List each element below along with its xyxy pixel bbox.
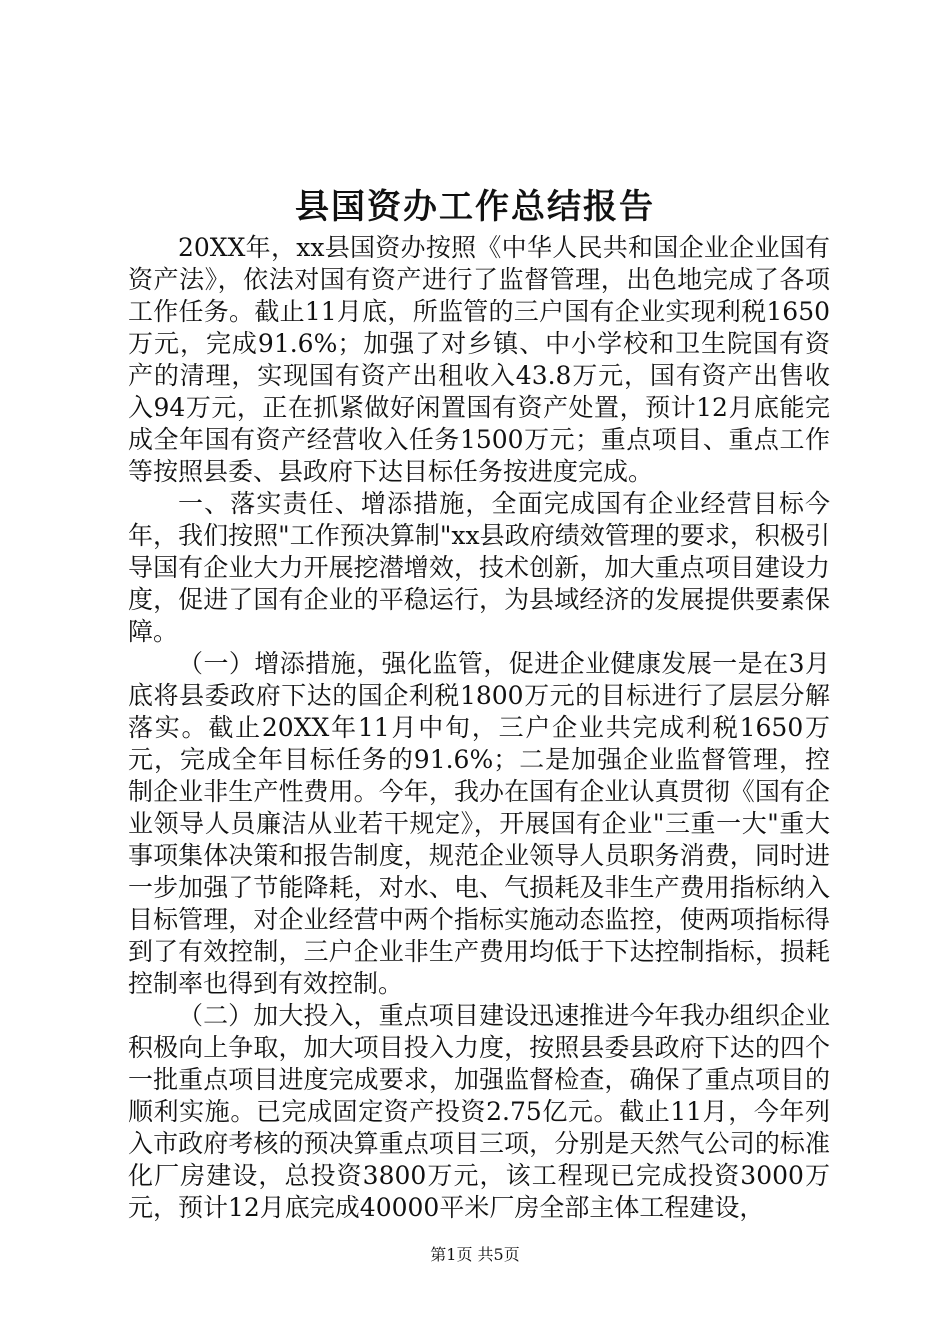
paragraph-section-1: 一、落实责任、增添措施，全面完成国有企业经营目标今年，我们按照"工作预决算制"xx县政府绩效管理的要求，积极引导国有企业大力开展挖潜增效，技术创新，加大重点项目建设力度，促进了国有企业的平稳运行，为县域经济的发展提供要素保障。: [128, 489, 830, 646]
page-number-footer: 第1页 共5页: [430, 1245, 520, 1264]
paragraph-subsection-1: （一）增添措施，强化监管，促进企业健康发展一是在3月底将县委政府下达的国企利税1800万元的目标进行了层层分解落实。截止20XX年11月中旬，三户企业共完成利税1650万元，完成全年目标任务的91.6%；二是加强企业监督管理，控制企业非生产性费用。今年，我办在国有企业认真贯彻《国有企业领导人员廉洁从业若干规定》，开展国有企业"三重一大"重大事项集体决策和报告制度，规范企业领导人员职务消费，同时进一步加强了节能降耗，对水、电、气损耗及非生产费用指标纳入目标管理，对企业经营中两个指标实施动态监控，使两项指标得到了有效控制，三户企业非生产费用均低于下达控制指标，损耗控制率也得到有效控制。: [128, 649, 830, 998]
document-body: [128, 232, 830, 1224]
paragraph-intro: 20XX年，xx县国资办按照《中华人民共和国企业企业国有资产法》，依法对国有资产进行了监督管理，出色地完成了各项工作任务。截止11月底，所监管的三户国有企业实现利税1650万元，完成91.6%；加强了对乡镇、中小学校和卫生院国有资产的清理，实现国有资产出租收入43.8万元，国有资产出售收入94万元，正在抓紧做好闲置国有资产处置，预计12月底能完成全年国有资产经营收入任务1500万元；重点项目、重点工作等按照县委、县政府下达目标任务按进度完成。: [128, 233, 830, 486]
paragraph-subsection-2: （二）加大投入，重点项目建设迅速推进今年我办组织企业积极向上争取，加大项目投入力度，按照县委县政府下达的四个一批重点项目进度完成要求，加强监督检查，确保了重点项目的顺利实施。已完成固定资产投资2.75亿元。截止11月，今年列入市政府考核的预决算重点项目三项，分别是天然气公司的标准化厂房建设，总投资3800万元，该工程现已完成投资3000万元，预计12月底完成40000平米厂房全部主体工程建设，: [128, 1001, 830, 1222]
document-title: 县国资办工作总结报告: [295, 187, 655, 227]
